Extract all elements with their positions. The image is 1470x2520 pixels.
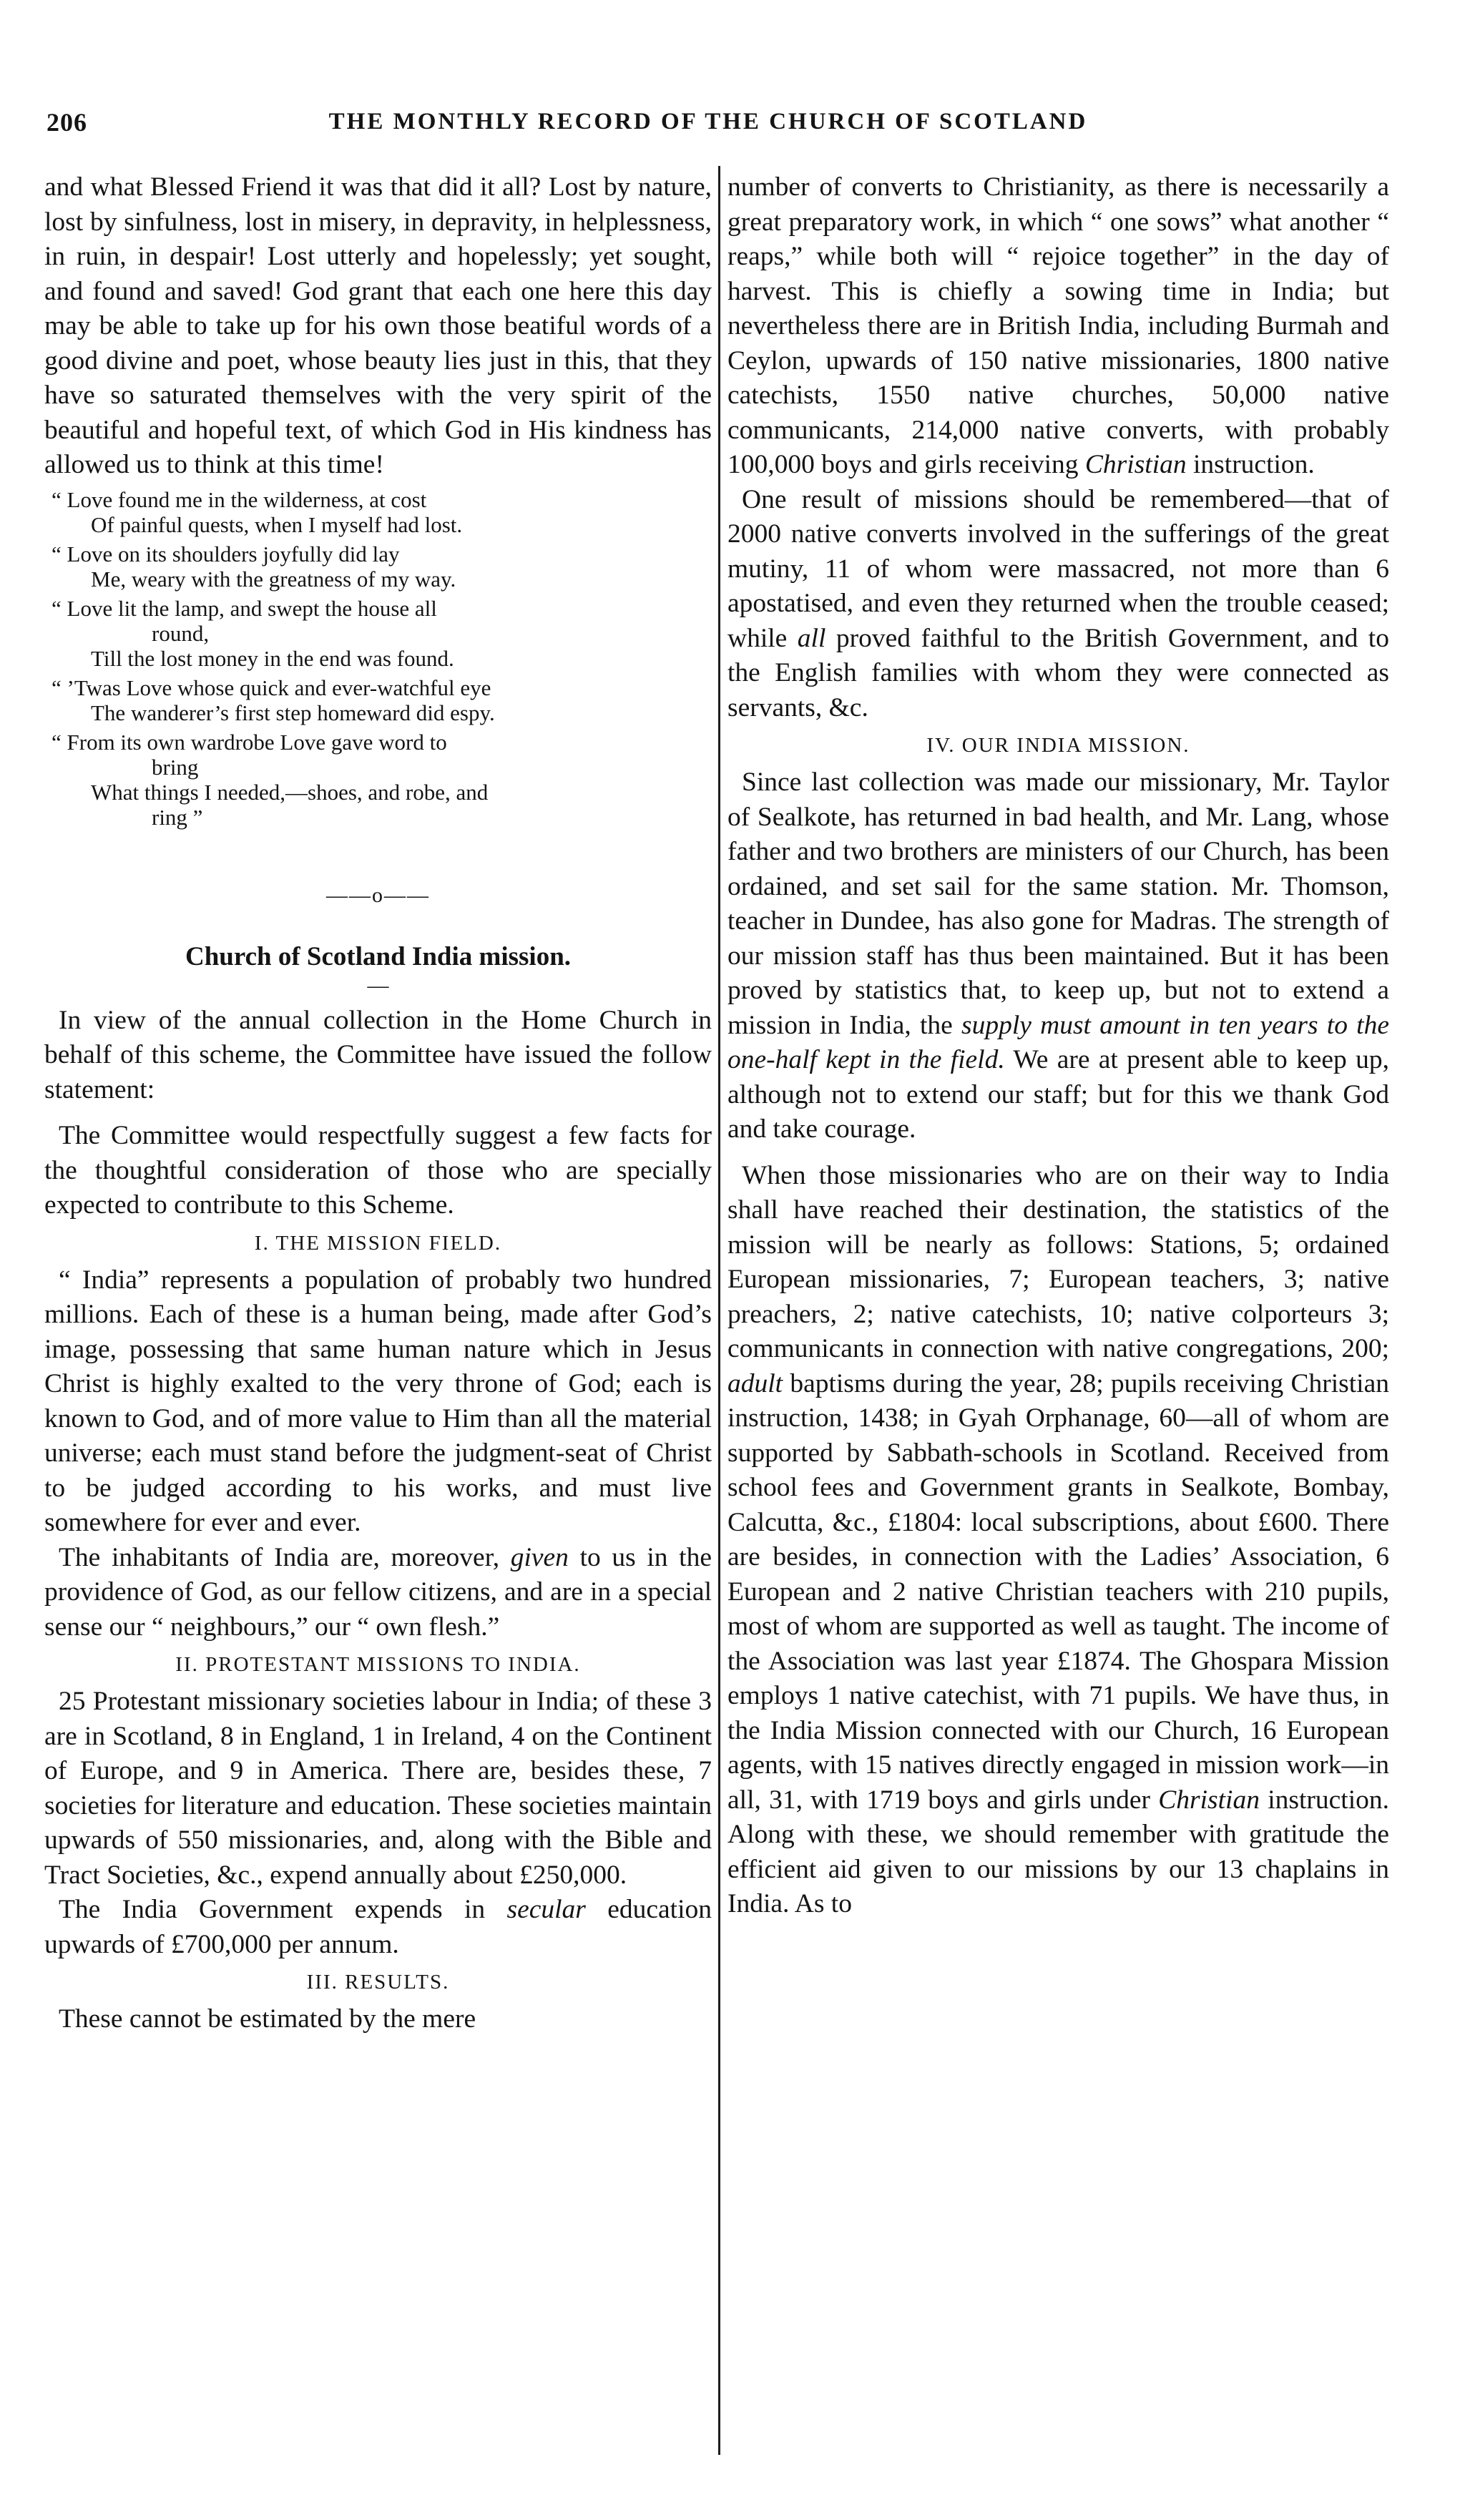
government-paragraph [44, 1893, 712, 1962]
poem-line: “ Love found me in the wilderness, at cost [52, 486, 427, 512]
poem-line: Of painful quests, when I myself had lost. [91, 511, 463, 537]
text-run: education upwards of £700,000 per annum. [44, 1895, 712, 1959]
poem-line: “ ’Twas Love whose quick and ever-watchful eye [52, 675, 491, 700]
title-dash: — [367, 973, 389, 997]
left-column [44, 170, 712, 2037]
poem-line: “ Love lit the lamp, and swept the house all [52, 595, 437, 621]
text-run: The inhabitants of India are, moreover, [59, 1542, 511, 1572]
text-run: The India Government expends in [59, 1895, 507, 1924]
heading-mission-field: I. THE MISSION FIELD. [254, 1231, 502, 1255]
text-run: Since last collection was made our missionary, Mr. Taylor of Sealkote, has returned in bad health, and Mr. Lang, whose father and two brothers are ministers of our Church, has been ordained, and set sail for the same station. Mr. Thomson, teacher in Dundee, has also gone for Madras. The strength of our mission staff has thus been maintained. But it has been proved by statistics that, to keep up, but not to extend a mission in India, the [727, 768, 1389, 1040]
emphasis: adult [727, 1368, 783, 1398]
text-run: to us in the providence of God, as our fellow citizens, and are in a special sense our “ neighbours,” our “ own flesh.” [44, 1542, 712, 1642]
text-run: number of converts to Christianity, as there is necessarily a great preparatory work, in which “ one sows” what another “ reaps,” while both will “ rejoice together” in the day of harvest. This is chiefly a sowing time in India; but nevertheless there are in British India, including Burmah and Ceylon, upwards of 150 native missionaries, 1800 native catechists, 1550 native churches, 50,000 native communicants, 214,000 native converts, with probably 100,000 boys and girls receiving [727, 172, 1389, 479]
text-run: baptisms during the year, 28; pupils receiving Christian instruction, 1438; in Gyah Orphanage, 60—all of whom are supported by Sabbath-schools in Scotland. Received from school fees and Government grants in Sealkote, Bombay, Calcutta, &c., £1804: local subscriptions, about £600. There are besides, in connection with the Ladies’ Association, 6 European and 2 native Christian teachers with 210 pupils, most of whom are supported as well as taught. The income of the Association was last year £1874. The Ghospara Mission employs 1 native catechist, with 71 pupils. We have thus, in the India Mission connected with our Church, 16 European agents, with 15 natives directly engaged in mission work—in all, 31, with 1719 boys and girls under [727, 1368, 1389, 1815]
poem-line: “ From its own wardrobe Love gave word to [52, 729, 447, 755]
poem-line: round, [152, 620, 210, 646]
text-run: instruction. Along with these, we should remember with gratitude the efficient aid given to our missions by our 13 chaplains in India. As to [727, 1785, 1389, 1918]
text-run: We are at present able to keep up, although not to extend our staff; but for this we thank God and take courage. [727, 1045, 1389, 1144]
protestant-missions-paragraph: 25 Protestant missionary societies labour in India; of these 3 are in Scotland, 8 in England, 1 in Ireland, 4 on the Continent of Europe, and 9 in America. There are, besides these, 7 societies for literature and education. These societies maintain upwards of 550 missionaries, and, along with the Bible and Tract Societies, &c., expend annually about £250,000. [44, 1687, 712, 1890]
poem-line: ring ” [152, 804, 203, 830]
heading-results: III. RESULTS. [306, 1971, 450, 1994]
emphasis: secular [506, 1895, 586, 1924]
poem-line: bring [152, 754, 199, 780]
results-paragraph: These cannot be estimated by the mere [59, 2004, 476, 2034]
emphasis: given [510, 1542, 569, 1572]
mission-field-paragraph-2 [44, 1541, 712, 1645]
page-header [39, 107, 1377, 150]
text-run: proved faithful to the British Government, and to the English families with whom they were connected as servants, &c. [727, 623, 1389, 722]
mission-staff-paragraph [727, 765, 1389, 1147]
running-title: THE MONTHLY RECORD OF THE CHURCH OF SCOTLAND [328, 109, 1088, 134]
poem-verse [44, 730, 712, 830]
mutiny-paragraph [727, 483, 1389, 726]
text-run: When those missionaries who are on their way to India shall have reached their destination, the statistics of the mission will be nearly as follows: Stations, 5; ordained European missionaries, 7; European teachers, 3; native preachers, 2; native catechists, 10; native colporteurs 3; communicants in connection with native congregations, 200; [727, 1160, 1389, 1363]
text-run: One result of missions should be remembered—that of 2000 native converts involved in the sufferings of the great mutiny, 11 of whom were massacred, not more than 6 apostatised, and even they returned when the trouble ceased; while [727, 484, 1389, 653]
intro-paragraph: In view of the annual collection in the Home Church in behalf of this scheme, the Committee have issued the follow statement: [44, 1005, 712, 1104]
article-title: Church of Scotland India mission. [185, 942, 572, 971]
poem-line: The wanderer’s first step homeward did espy. [91, 700, 495, 725]
poem-verse [44, 541, 712, 592]
poem-line: Till the lost money in the end was found. [91, 645, 454, 671]
heading-protestant-missions: II. PROTESTANT MISSIONS TO INDIA. [175, 1653, 581, 1676]
mission-statistics-paragraph [727, 1159, 1389, 1922]
sermon-paragraph: and what Blessed Friend it was that did it all? Lost by nature, lost by sinfulness, lost in misery, in depravity, in helplessness, in ruin, in despair! Lost utterly and hopelessly; yet sought, and found and saved! God grant that each one here this day may be able to take up for his own those beatiful words of a good divine and poet, whose beauty lies just in this, that they have so saturated themselves with the very spirit of the beautiful and hopeful text, of which God in His kindness has allowed us to think at this time! [44, 172, 712, 479]
poem [44, 487, 712, 830]
committee-paragraph: The Committee would respectfully suggest a few facts for the thoughtful consideration of those who are specially expected to contribute to this Scheme. [44, 1121, 712, 1220]
heading-our-india-mission: IV. OUR INDIA MISSION. [926, 734, 1190, 757]
column-divider [718, 166, 720, 2455]
poem-verse [44, 596, 712, 671]
emphasis: supply must amount in ten years to the one-half kept in the field. [727, 1010, 1389, 1074]
emphasis: Christian [1084, 450, 1187, 479]
poem-line: Me, weary with the greatness of my way. [91, 566, 456, 592]
poem-line: What things I needed,—shoes, and robe, and [91, 779, 489, 805]
right-column [727, 170, 1389, 1922]
text-run: instruction. [1186, 450, 1315, 479]
emphasis: Christian [1158, 1785, 1260, 1815]
results-continued-paragraph [727, 170, 1389, 483]
poem-verse [44, 675, 712, 725]
emphasis: all [797, 623, 826, 653]
poem-line: “ Love on its shoulders joyfully did lay [52, 541, 400, 567]
mission-field-paragraph: “ India” represents a population of probably two hundred millions. Each of these is a human being, made after God’s image, possessing that same human nature which in Jesus Christ is highly exalted to the very throne of God; each is known to God, and of more value to Him than all the material universe; each must stand before the judgment-seat of Christ to be judged according to his works, and must live somewhere for ever and ever. [44, 1265, 712, 1537]
section-separator: ——o—— [326, 883, 430, 907]
page-number: 206 [46, 108, 87, 137]
poem-verse [44, 487, 712, 537]
